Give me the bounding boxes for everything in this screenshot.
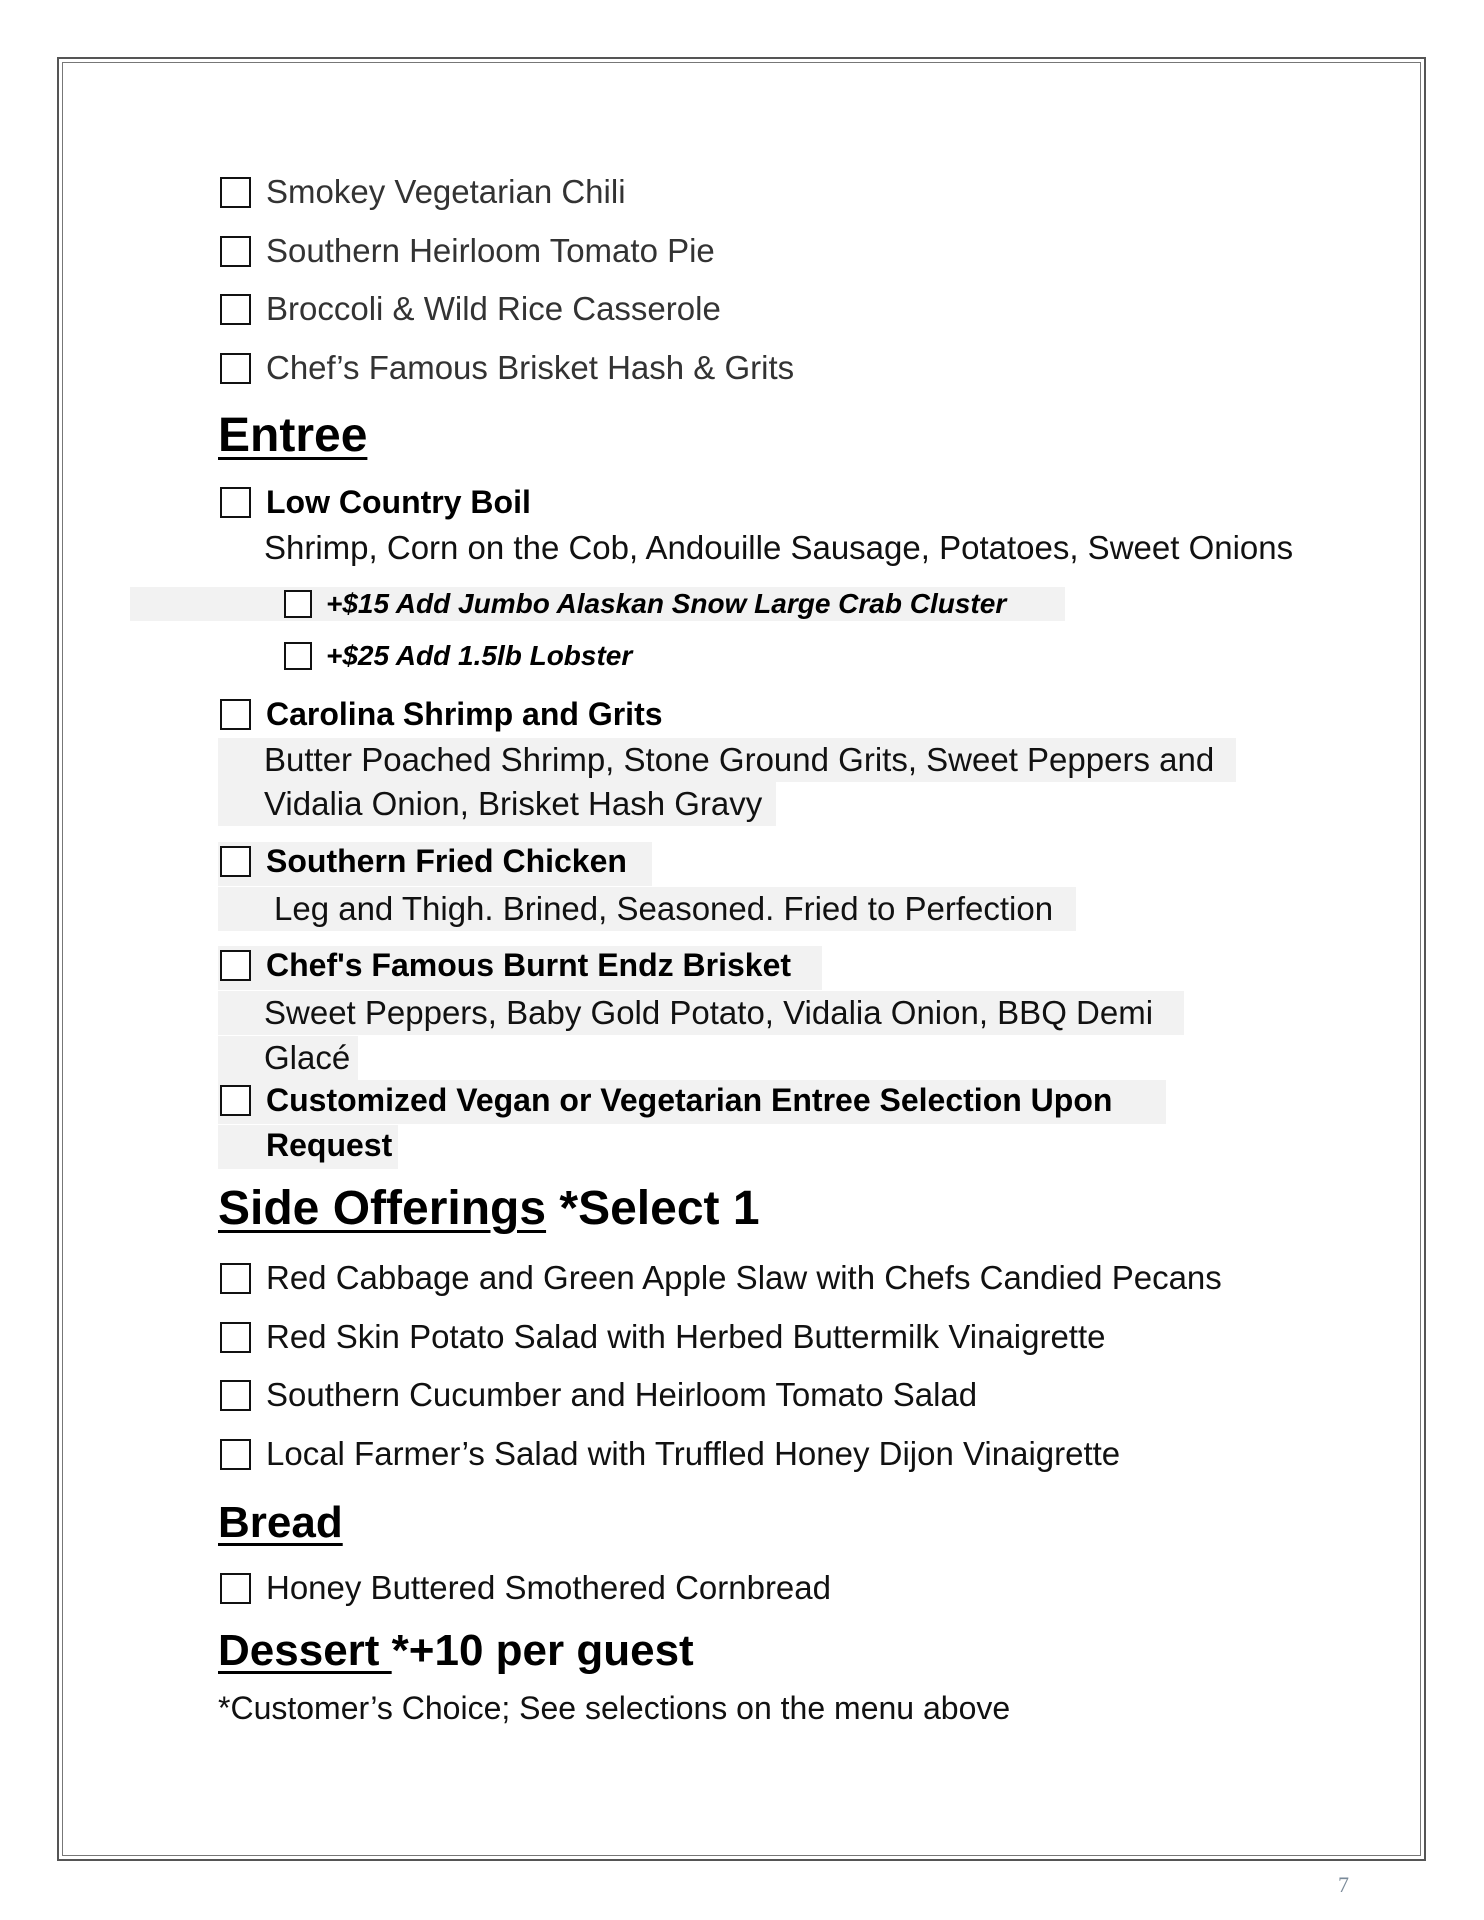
sides-heading: Side Offerings — [218, 1182, 547, 1235]
sides-note: *Select 1 — [546, 1182, 760, 1235]
entree-title-vegan-2: Request — [266, 1127, 393, 1163]
menu-item: Broccoli & Wild Rice Casserole — [266, 290, 721, 327]
addon-lobster: +$25 Add 1.5lb Lobster — [326, 640, 633, 671]
checkbox-vegan[interactable] — [220, 1085, 251, 1116]
entree-title-shrimp-grits: Carolina Shrimp and Grits — [266, 696, 663, 732]
entree-desc-shrimp-grits-2: Vidalia Onion, Brisket Hash Gravy — [264, 785, 763, 822]
side-item: Local Farmer’s Salad with Truffled Honey Dijon Vinaigrette — [266, 1435, 1121, 1472]
checkbox-low-country-boil[interactable] — [220, 487, 251, 518]
checkbox-crab-addon[interactable] — [284, 590, 312, 618]
checkbox-vegetarian-chili[interactable] — [220, 177, 251, 208]
checkbox-side-slaw[interactable] — [220, 1263, 251, 1294]
entree-desc-shrimp-grits-1: Butter Poached Shrimp, Stone Ground Grits, Sweet Peppers and — [264, 741, 1215, 778]
entree-title-vegan-1: Customized Vegan or Vegetarian Entree Selection Upon — [266, 1082, 1113, 1118]
menu-item: Chef’s Famous Brisket Hash & Grits — [266, 349, 795, 386]
checkbox-side-potato-salad[interactable] — [220, 1322, 251, 1353]
checkbox-side-farmers-salad[interactable] — [220, 1439, 251, 1470]
dessert-note: *+10 per guest — [391, 1626, 694, 1675]
entree-heading: Entree — [218, 409, 368, 462]
side-item: Southern Cucumber and Heirloom Tomato Salad — [266, 1376, 978, 1413]
checkbox-lobster-addon[interactable] — [284, 642, 312, 670]
entree-desc-fried-chicken: Leg and Thigh. Brined, Seasoned. Fried to Perfection — [274, 890, 1054, 927]
dessert-desc: *Customer’s Choice; See selections on the menu above — [218, 1690, 1011, 1726]
checkbox-fried-chicken[interactable] — [220, 846, 251, 877]
checkbox-shrimp-grits[interactable] — [220, 699, 251, 730]
checkbox-cornbread[interactable] — [220, 1573, 251, 1604]
entree-title-low-country: Low Country Boil — [266, 484, 531, 520]
menu-item: Smokey Vegetarian Chili — [266, 173, 626, 210]
page-number: 7 — [1338, 1872, 1349, 1897]
entree-title-fried-chicken: Southern Fried Chicken — [266, 843, 627, 879]
bread-heading: Bread — [218, 1498, 343, 1547]
checkbox-broccoli-casserole[interactable] — [220, 294, 251, 325]
entree-title-brisket: Chef's Famous Burnt Endz Brisket — [266, 947, 792, 983]
entree-desc-brisket-2: Glacé — [264, 1039, 351, 1076]
dessert-heading-row — [218, 1626, 694, 1676]
entree-desc-low-country: Shrimp, Corn on the Cob, Andouille Sausage, Potatoes, Sweet Onions — [264, 529, 1294, 566]
checkbox-brisket[interactable] — [220, 950, 251, 981]
bread-item: Honey Buttered Smothered Cornbread — [266, 1569, 831, 1606]
menu-item: Southern Heirloom Tomato Pie — [266, 232, 715, 269]
entree-desc-brisket-1: Sweet Peppers, Baby Gold Potato, Vidalia Onion, BBQ Demi — [264, 994, 1154, 1031]
side-item: Red Cabbage and Green Apple Slaw with Chefs Candied Pecans — [266, 1259, 1222, 1296]
sides-heading-row — [218, 1181, 760, 1236]
addon-crab: +$15 Add Jumbo Alaskan Snow Large Crab Cluster — [326, 588, 1007, 619]
checkbox-brisket-hash[interactable] — [220, 353, 251, 384]
dessert-heading: Dessert — [218, 1626, 392, 1675]
side-item: Red Skin Potato Salad with Herbed Buttermilk Vinaigrette — [266, 1318, 1106, 1355]
checkbox-side-cucumber-salad[interactable] — [220, 1380, 251, 1411]
checkbox-tomato-pie[interactable] — [220, 236, 251, 267]
